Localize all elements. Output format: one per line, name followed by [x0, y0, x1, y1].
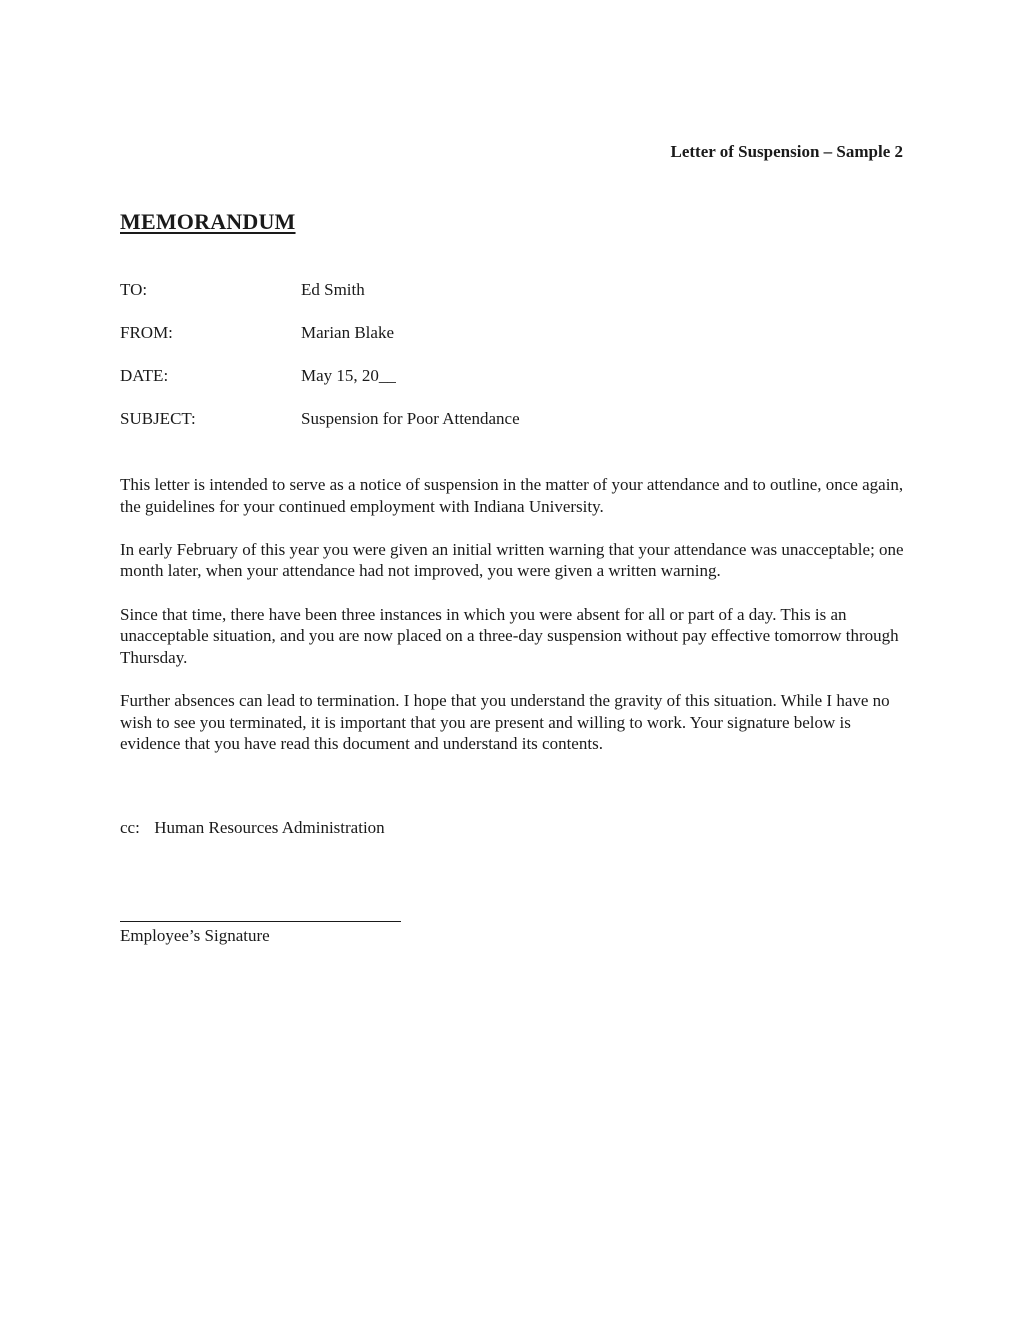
signature-caption: Employee’s Signature — [120, 926, 270, 945]
document-label: Letter of Suspension – Sample 2 — [670, 142, 903, 161]
field-row-subject — [120, 408, 904, 451]
field-label-subject: SUBJECT: — [120, 409, 196, 428]
cc-label: cc: — [120, 818, 140, 837]
field-value-date: May 15, 20__ — [301, 366, 396, 385]
field-row-date — [120, 365, 904, 408]
memo-heading: MEMORANDUM — [120, 209, 296, 234]
body-paragraph-3: Since that time, there have been three instances in which you were absent for all or part of a day. This is an unacceptable situation, and you are now placed on a three-day suspension without pay effective tomorrow through Thursday. — [120, 604, 899, 667]
field-label-from: FROM: — [120, 323, 173, 342]
field-value-from: Marian Blake — [301, 323, 394, 342]
field-label-to: TO: — [120, 280, 148, 299]
field-row-from — [120, 322, 904, 365]
field-value-to: Ed Smith — [301, 280, 365, 299]
memo-body — [120, 474, 910, 776]
signature-line — [120, 921, 401, 922]
body-paragraph-1: This letter is intended to serve as a notice of suspension in the matter of your attendance and to outline, once again, the guidelines for your continued employment with Indiana University. — [120, 475, 904, 516]
memo-header-fields — [120, 279, 904, 451]
field-row-to — [120, 279, 904, 322]
cc-line — [120, 818, 385, 838]
field-label-date: DATE: — [120, 366, 169, 385]
body-paragraph-2: In early February of this year you were given an initial written warning that your attendance was unacceptable; one month later, when your attendance had not improved, you were given a written warning. — [120, 539, 904, 581]
field-value-subject: Suspension for Poor Attendance — [301, 409, 520, 428]
cc-recipient: Human Resources Administration — [154, 818, 385, 837]
body-paragraph-4: Further absences can lead to termination. I hope that you understand the gravity of this situation. While I have no wish to see you terminated, it is important that you are present and willing to work. Your signature below is evidence that you have read this document and understand its contents. — [120, 690, 890, 754]
